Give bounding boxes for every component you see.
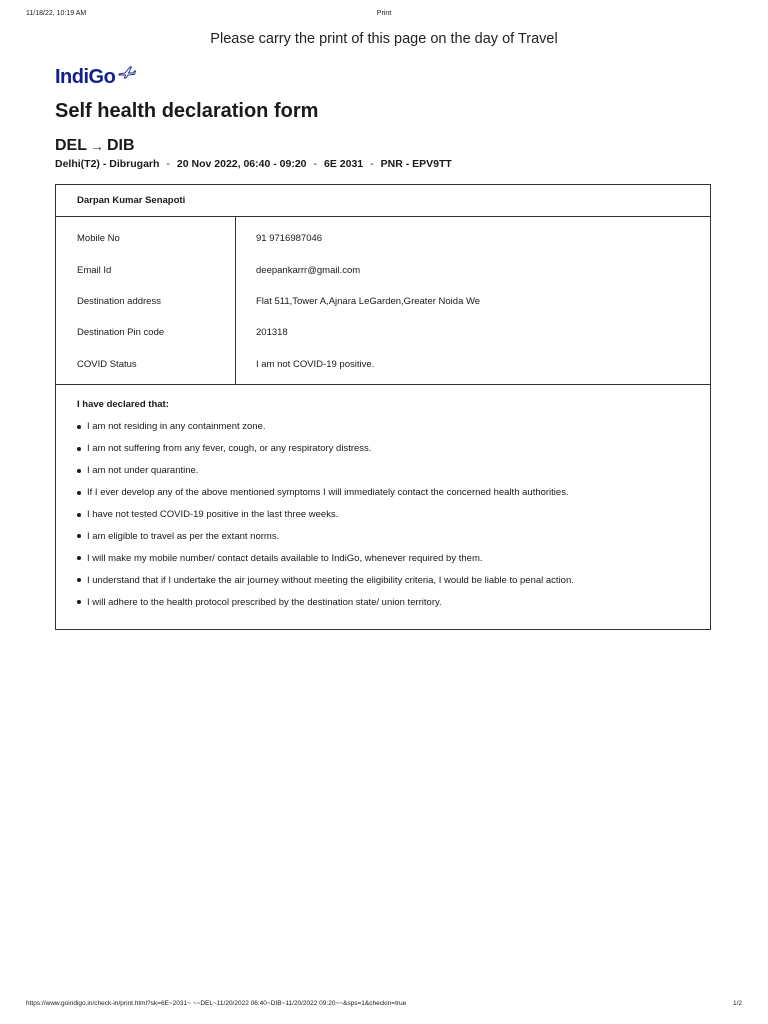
detail-row bbox=[56, 349, 710, 380]
bullet-icon bbox=[77, 534, 81, 538]
declaration-text: I understand that if I undertake the air journey without meeting the eligibility criteria, I would be liable to penal action. bbox=[87, 574, 574, 586]
flight-cities: Delhi(T2) - Dibrugarh bbox=[55, 158, 160, 170]
declaration-text: I am not suffering from any fever, cough, or any respiratory distress. bbox=[87, 443, 372, 455]
details-table bbox=[56, 217, 710, 385]
declaration-text: I am not under quarantine. bbox=[87, 465, 199, 477]
print-notice: Please carry the print of this page on the day of Travel bbox=[210, 31, 558, 47]
route-origin: DEL bbox=[55, 137, 87, 154]
declaration-title: I have declared that: bbox=[77, 399, 169, 410]
plane-icon bbox=[118, 65, 136, 84]
declaration-text: I am eligible to travel as per the extant norms. bbox=[87, 530, 280, 542]
bullet-icon bbox=[77, 513, 81, 517]
indigo-logo bbox=[55, 66, 136, 88]
detail-label: Email Id bbox=[77, 264, 112, 276]
logo-text: IndiGo bbox=[55, 65, 116, 88]
detail-value: 91 9716987046 bbox=[256, 233, 323, 245]
list-item bbox=[77, 547, 689, 569]
list-item bbox=[77, 504, 689, 526]
bullet-icon bbox=[77, 600, 81, 604]
flight-info-separator: - bbox=[313, 158, 318, 170]
print-footer bbox=[26, 1000, 742, 1010]
details-divider bbox=[235, 217, 236, 384]
bullet-icon bbox=[77, 469, 81, 473]
detail-label: Destination address bbox=[77, 295, 161, 307]
arrow-right-icon: → bbox=[90, 138, 104, 154]
flight-number: 6E 2031 bbox=[324, 158, 364, 170]
flight-datetime: 20 Nov 2022, 06:40 - 09:20 bbox=[176, 158, 307, 170]
list-item bbox=[77, 438, 689, 460]
list-item bbox=[77, 525, 689, 547]
route-destination: DIB bbox=[107, 137, 135, 154]
print-datetime: 11/18/22, 10:19 AM bbox=[26, 10, 87, 17]
declaration-text: If I ever develop any of the above mentioned symptoms I will immediately contact the concerned health authorities. bbox=[87, 487, 569, 499]
list-item bbox=[77, 569, 689, 591]
bullet-icon bbox=[77, 491, 81, 495]
detail-value: 201318 bbox=[256, 327, 288, 339]
detail-row bbox=[56, 317, 710, 348]
detail-value: Flat 511,Tower A,Ajnara LeGarden,Greater Noida We bbox=[256, 295, 481, 307]
detail-row bbox=[56, 286, 710, 317]
form-title: Self health declaration form bbox=[55, 100, 319, 122]
bullet-icon bbox=[77, 556, 81, 560]
declaration-list bbox=[77, 416, 689, 613]
passenger-name: Darpan Kumar Senapoti bbox=[56, 185, 710, 217]
print-header bbox=[26, 10, 742, 22]
declaration-text: I will make my mobile number/ contact details available to IndiGo, whenever required by them. bbox=[87, 552, 483, 564]
bullet-icon bbox=[77, 425, 81, 429]
flight-info-separator: - bbox=[166, 158, 170, 170]
detail-row bbox=[56, 223, 710, 254]
flight-info bbox=[55, 158, 452, 170]
list-item bbox=[77, 482, 689, 504]
declaration-text: I have not tested COVID-19 positive in the last three weeks. bbox=[87, 509, 339, 520]
print-title: Print bbox=[376, 10, 392, 17]
detail-value: I am not COVID-19 positive. bbox=[256, 358, 375, 370]
page-number: 1/2 bbox=[732, 1000, 742, 1007]
detail-value: deepankarrr@gmail.com bbox=[256, 264, 361, 276]
page-url: https://www.goindigo.in/check-in/print.html?sk=6E~2031~ ~~DEL~11/20/2022 06:40~DIB~11/20/2022 09:20~~&sps=1&checkin=true bbox=[26, 1000, 407, 1007]
list-item bbox=[77, 591, 689, 613]
list-item bbox=[77, 416, 689, 438]
detail-label: Mobile No bbox=[77, 233, 120, 245]
detail-label: Destination Pin code bbox=[77, 327, 165, 339]
pnr: PNR - EPV9TT bbox=[380, 158, 452, 170]
declaration-section bbox=[56, 385, 710, 613]
declaration-card bbox=[55, 184, 711, 630]
detail-label: COVID Status bbox=[77, 358, 137, 370]
route-heading bbox=[55, 137, 135, 155]
list-item bbox=[77, 460, 689, 482]
flight-info-separator: - bbox=[370, 158, 374, 170]
detail-row bbox=[56, 254, 710, 285]
declaration-text: I will adhere to the health protocol prescribed by the destination state/ union territory. bbox=[87, 596, 442, 608]
declaration-text: I am not residing in any containment zone. bbox=[87, 421, 266, 433]
bullet-icon bbox=[77, 578, 81, 582]
bullet-icon bbox=[77, 447, 81, 451]
